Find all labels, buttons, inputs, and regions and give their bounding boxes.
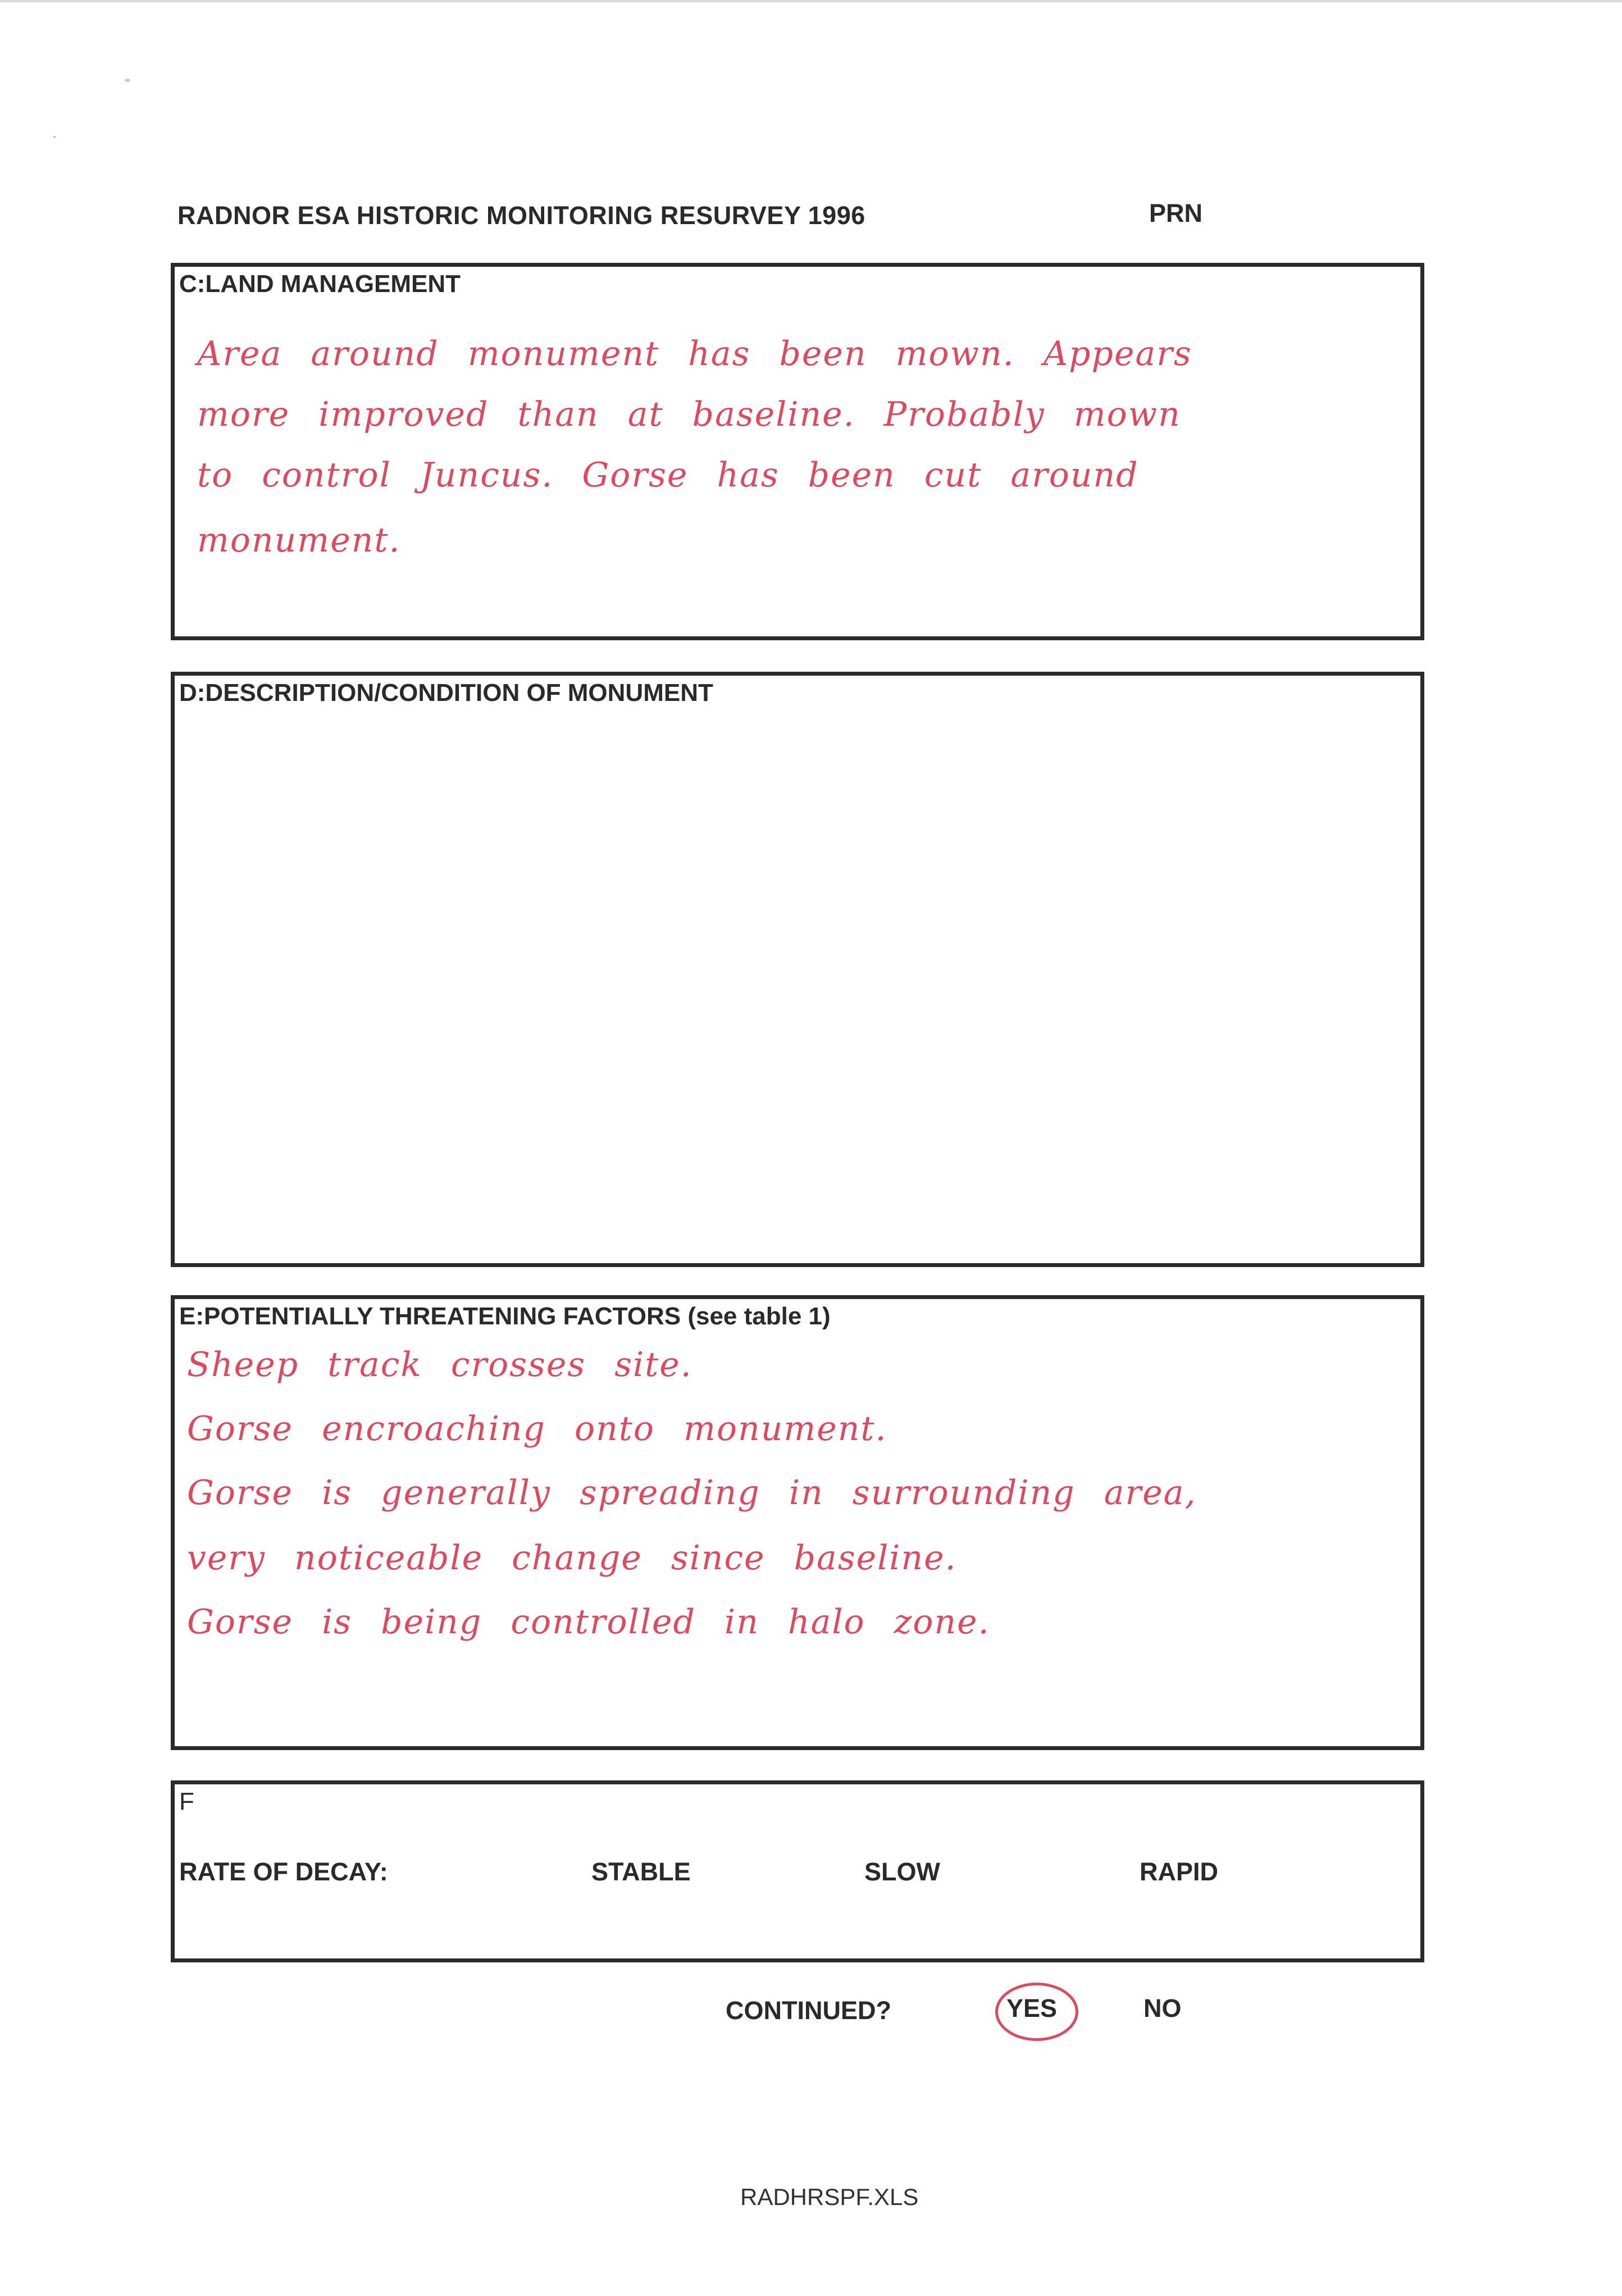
form-title: RADNOR ESA HISTORIC MONITORING RESURVEY 1996	[177, 201, 865, 230]
continued-yes-option[interactable]: YES	[1006, 1994, 1058, 2022]
land-management-line-3: to control Juncus. Gorse has been cut around	[197, 455, 1139, 495]
threatening-factors-line-5: Gorse is being controlled in halo zone.	[187, 1602, 990, 1642]
rate-of-decay-section	[171, 1780, 1424, 1962]
threatening-factors-heading: E:POTENTIALLY THREATENING FACTORS (see table 1)	[179, 1302, 831, 1330]
land-management-line-4: monument.	[197, 521, 401, 560]
land-management-line-1: Area around monument has been mown. Appears	[197, 334, 1192, 373]
continued-no-option[interactable]: NO	[1143, 1994, 1182, 2022]
description-condition-section	[171, 672, 1424, 1267]
continued-label: CONTINUED?	[726, 1996, 891, 2025]
rate-of-decay-label: RATE OF DECAY:	[179, 1857, 388, 1886]
threatening-factors-line-2: Gorse encroaching onto monument.	[187, 1409, 887, 1448]
rapid-option[interactable]: RAPID	[1140, 1857, 1219, 1886]
top-edge-rule	[0, 0, 1622, 2]
threatening-factors-section	[171, 1295, 1424, 1750]
land-management-section	[171, 263, 1424, 640]
threatening-factors-line-3: Gorse is generally spreading in surrounding area,	[187, 1473, 1197, 1513]
land-management-line-2: more improved than at baseline. Probably mown	[197, 395, 1181, 434]
prn-label: PRN	[1149, 199, 1203, 227]
land-management-heading: C:LAND MANAGEMENT	[179, 270, 461, 298]
scan-speck	[125, 79, 130, 82]
section-f-heading: F	[179, 1788, 194, 1815]
threatening-factors-line-4: very noticeable change since baseline.	[187, 1538, 957, 1578]
scan-speck	[53, 136, 56, 138]
threatening-factors-line-1: Sheep track crosses site.	[187, 1345, 692, 1384]
description-condition-heading: D:DESCRIPTION/CONDITION OF MONUMENT	[179, 679, 713, 707]
stable-option[interactable]: STABLE	[591, 1857, 691, 1886]
footer-filename: RADHRSPF.XLS	[740, 2184, 919, 2210]
slow-option[interactable]: SLOW	[864, 1857, 940, 1886]
